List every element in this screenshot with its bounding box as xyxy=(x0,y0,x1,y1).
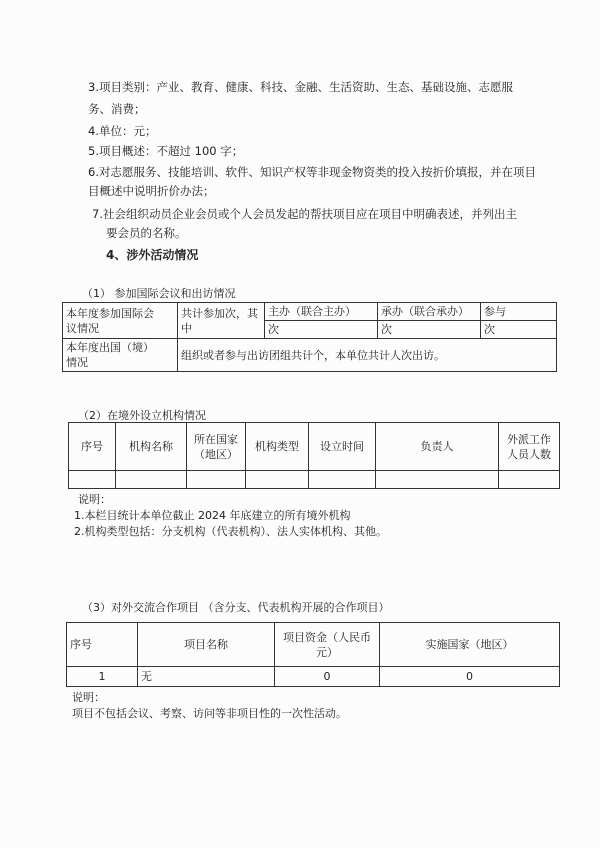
col-org-type: 机构类型 xyxy=(246,423,309,471)
sub1-title: （1） 参加国际会议和出访情况 xyxy=(82,287,236,300)
abroad-value: 组织或者参与出访团组共计个，本单位共计人次出访。 xyxy=(178,339,557,372)
row-no: 1 xyxy=(67,667,138,687)
sub2-note-title: 说明： xyxy=(78,493,111,506)
host-header: 主办（联合主办） xyxy=(265,303,378,321)
col-country: 所在国家（地区） xyxy=(187,423,246,471)
col-manager: 负责人 xyxy=(376,423,499,471)
meeting-label-b: 议情况 xyxy=(66,321,99,335)
intl-meeting-table xyxy=(62,302,557,372)
note-line-7: 7.社会组织动员企业会员或个人会员发起的帮扶项目应在项目中明确表述，并列出主 xyxy=(92,207,517,221)
abroad-label-b: 情况 xyxy=(66,356,88,369)
col-impl-country: 实施国家（地区） xyxy=(380,623,560,667)
note-line-8: 要会员的名称。 xyxy=(106,226,187,240)
participate-unit: 次 xyxy=(481,321,557,339)
col-no: 序号 xyxy=(69,423,116,471)
col-staff-count: 外派工作人员人数 xyxy=(499,423,560,471)
sub2-title: （2）在境外设立机构情况 xyxy=(78,409,206,422)
note-line-6: 目概述中说明折价办法； xyxy=(88,184,215,198)
row-funds: 0 xyxy=(275,667,380,687)
col-est-time: 设立时间 xyxy=(309,423,376,471)
note-line-3: 4.单位：元； xyxy=(88,124,157,138)
note-line-2: 务、消费； xyxy=(88,102,146,116)
meeting-total-cell xyxy=(178,303,265,339)
note-line-1: 3.项目类别：产业、教育、健康、科技、金融、生活资助、生态、基础设施、志愿服 xyxy=(88,80,513,94)
note-line-5: 6.对志愿服务、技能培训、软件、知识产权等非现金物资类的投入按折价填报，并在项目 xyxy=(88,165,536,179)
cooperation-project-table xyxy=(66,622,560,687)
cohost-unit: 次 xyxy=(378,321,481,339)
meeting-total-b: 中 xyxy=(181,321,192,335)
participate-header: 参与 xyxy=(481,303,557,321)
abroad-label-cell xyxy=(63,339,178,372)
sub3-title: （3）对外交流合作项目 （含分支、代表机构开展的合作项目） xyxy=(82,601,390,614)
meeting-label-a: 本年度参加国际会 xyxy=(66,306,154,320)
sub2-note-2: 2.机构类型包括：分支机构（代表机构）、法人实体机构、其他。 xyxy=(74,525,387,538)
section-4-title: 4、涉外活动情况 xyxy=(106,248,199,262)
col-funds: 项目资金（人民币元） xyxy=(275,623,380,667)
row-project-name: 无 xyxy=(138,667,275,687)
cohost-header: 承办（联合承办） xyxy=(378,303,481,321)
sub2-note-1: 1.本栏目统计本单位截止 2024 年底建立的所有境外机构 xyxy=(74,509,351,522)
abroad-label-a: 本年度出国（境） xyxy=(66,341,154,354)
col-org-name: 机构名称 xyxy=(116,423,187,471)
col-no: 序号 xyxy=(67,623,138,667)
table-row xyxy=(67,667,560,687)
meeting-total-a: 共计参加次，其 xyxy=(181,306,258,320)
sub3-note: 项目不包括会议、考察、访问等非项目性的一次性活动。 xyxy=(72,707,347,720)
overseas-org-table xyxy=(68,422,560,489)
host-unit: 次 xyxy=(265,321,378,339)
table-row xyxy=(69,471,560,489)
meeting-label-cell xyxy=(63,303,178,339)
row-country: 0 xyxy=(380,667,560,687)
col-project-name: 项目名称 xyxy=(138,623,275,667)
sub3-note-title: 说明： xyxy=(72,691,105,704)
note-line-4: 5.项目概述：不超过 100 字； xyxy=(88,144,244,158)
